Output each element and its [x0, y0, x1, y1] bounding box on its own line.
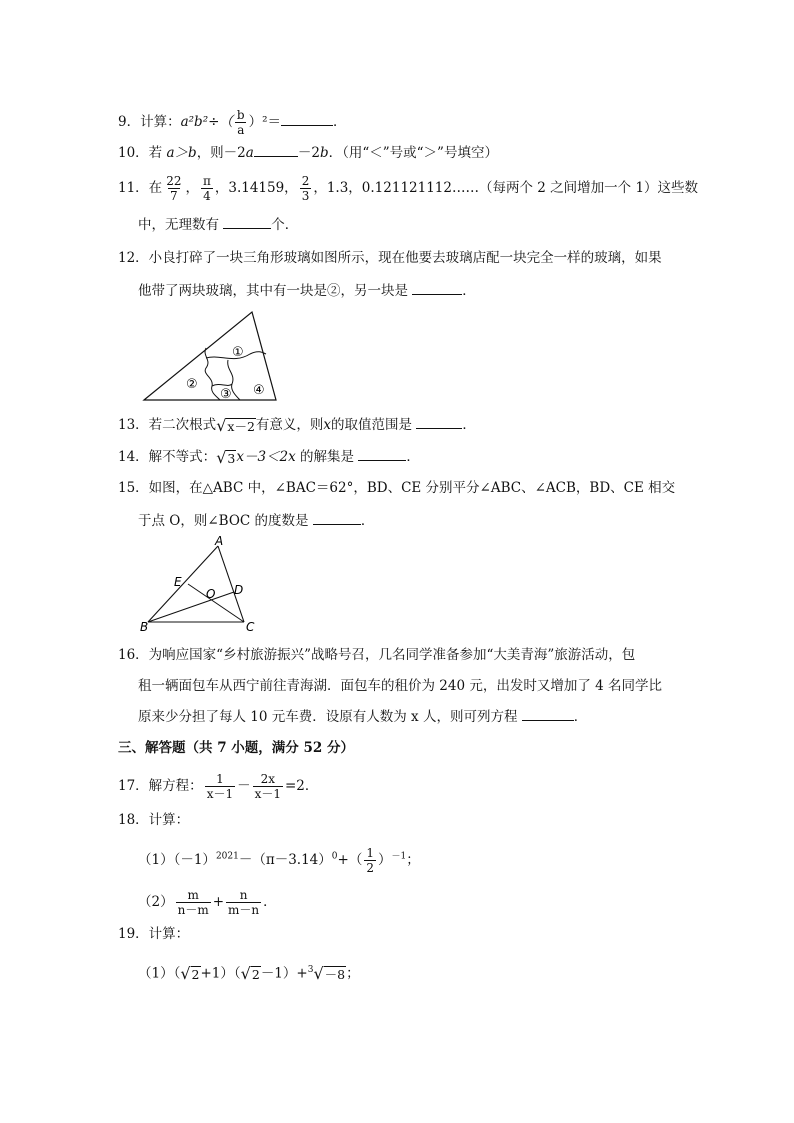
q11-answer-blank	[223, 214, 271, 229]
q14-suffix: 的解集是	[295, 449, 359, 465]
q19-p1-d: ；	[346, 965, 360, 982]
q11-f1-den: 7	[170, 189, 178, 203]
label-e: E	[174, 575, 182, 589]
q12-line1: 12．小良打碎了一块三角形玻璃如图所示，现在他要去玻璃店配一块完全一样的玻璃，如果	[118, 250, 662, 266]
q9-prefix: 9．计算：	[118, 114, 181, 130]
q9-num: b	[236, 108, 245, 122]
q11-f2-num: π	[202, 174, 211, 188]
label-b: B	[140, 620, 149, 634]
q19-sqrt-2	[241, 966, 261, 982]
q19-r1: 2	[191, 967, 200, 982]
question-14	[118, 446, 420, 467]
question-18-part2	[138, 888, 277, 917]
sqrt-icon: √	[240, 964, 251, 983]
question-17	[118, 772, 318, 801]
question-11-line2	[138, 214, 298, 235]
crack-line-4	[212, 384, 232, 386]
q18-p2-f1-num: m	[187, 888, 199, 902]
q15-line1: 15．如图，在△ABC 中，∠BAC＝62°，BD、CE 分别平分∠ABC、∠ACB，BD、CE 相交	[118, 480, 676, 496]
piece-label-2: ②	[186, 377, 198, 392]
crack-line-1	[205, 348, 220, 400]
q10-text-d: ．（用“＜”号或“＞”号填空）	[328, 145, 498, 161]
q11-f2-den: 4	[203, 189, 211, 203]
piece-label-1: ①	[232, 345, 244, 360]
q10-answer-blank	[254, 142, 298, 157]
q19-cube-root	[313, 966, 346, 982]
label-c: C	[246, 620, 255, 634]
q18-p2-f2-num: n	[239, 888, 248, 902]
q11-f3-num: 2	[301, 174, 310, 188]
q18-p1-c: +（	[337, 852, 363, 868]
q13-prefix: 13．若二次根式	[118, 417, 217, 433]
q17-f1-den: x－1	[206, 787, 234, 801]
q17-f2-num: 2x	[260, 772, 275, 786]
q14-end: ．	[406, 449, 420, 465]
q18-p1-e: ；	[406, 852, 420, 868]
q16-line2: 租一辆面包车从西宁前往青海湖．面包车的租价为 240 元，出发时又增加了 4 名同学比	[138, 678, 663, 694]
q13-sqrt	[216, 415, 256, 435]
question-19-title	[118, 924, 189, 944]
label-a: A	[215, 536, 224, 548]
q13-suffix: 的取值范围是	[331, 417, 417, 433]
question-12-line2	[138, 280, 476, 301]
q11-f3-den: 3	[301, 189, 310, 203]
sqrt-icon: √	[216, 415, 227, 435]
question-18-title	[118, 810, 189, 830]
q11-frac-2-3	[300, 174, 312, 203]
q19-p1-b: +1）（	[200, 965, 241, 982]
q19-p1-c: －1）+	[260, 965, 308, 982]
q19-r2: 2	[251, 967, 260, 982]
q17-frac-1	[205, 772, 235, 801]
q10-text-c: －2	[297, 145, 320, 161]
q18-p1-exp1: 2021	[215, 851, 239, 862]
q17-f2-den: x－1	[254, 787, 281, 801]
q18-p1-b: －（π－3.14）	[238, 852, 332, 868]
cube-root-icon: √	[313, 964, 324, 983]
q18-p2-label: （2）	[138, 894, 174, 910]
q10-text-a: 10．若	[118, 145, 167, 161]
q18-p1-d: ）	[377, 852, 392, 868]
question-15-line2	[138, 510, 374, 531]
q18-p2-plus: +	[212, 894, 225, 910]
q18-p2-end: ．	[263, 894, 277, 910]
q18-p1-num: 1	[366, 846, 374, 860]
side-ab	[148, 546, 218, 622]
q16-line3-a: 原来少分担了每人 10 元车费．设原有人数为 x 人，则可列方程	[138, 709, 522, 725]
label-o: O	[206, 587, 216, 601]
q17-frac-2	[253, 772, 283, 801]
question-12-line1	[118, 248, 662, 268]
q12-line2-a: 他带了两块玻璃，其中有一块是②，另一块是	[138, 283, 413, 299]
q19-cube-root-index: 3	[307, 965, 314, 975]
q19-p1-a: （	[173, 965, 181, 982]
q13-var: x	[323, 417, 332, 433]
q14-prefix: 14．解不等式：	[118, 449, 217, 465]
question-16-line2	[138, 676, 662, 696]
question-10	[118, 142, 498, 163]
q9-fraction	[235, 108, 247, 137]
q19-r3: －8	[324, 967, 346, 982]
q17-tail: =2．	[285, 778, 319, 794]
q18-p1-exp2: 0	[331, 851, 338, 862]
q11-f1-num: 22	[166, 174, 182, 188]
q18-p1-exp3: －1	[391, 851, 407, 862]
q12-line2-b: ．	[462, 283, 476, 299]
q18-p2-f1-den: n－m	[177, 903, 209, 917]
q15-line2-b: ．	[360, 513, 375, 529]
q11-line2-a: 中，无理数有	[138, 217, 224, 233]
question-19-part1	[138, 960, 360, 984]
q18-p2-f2-den: m－n	[228, 903, 260, 917]
q18-title: 18．计算：	[118, 812, 190, 828]
q18-p2-frac-2	[226, 888, 261, 917]
question-9	[118, 108, 347, 137]
q14-radicand: 3	[227, 450, 236, 466]
q11-tail: ，1.3，0.121121112……（每两个 2 之间增加一个 1）这些数	[313, 180, 699, 196]
q18-p1-den: 2	[366, 861, 374, 875]
sqrt-icon: √	[216, 447, 227, 467]
piece-label-3: ③	[220, 387, 232, 402]
label-d: D	[234, 583, 244, 597]
q16-line3-b: ．	[573, 709, 588, 725]
q10-var-a: a	[245, 145, 254, 161]
q17-f1-num: 1	[216, 772, 224, 786]
question-13	[118, 414, 476, 435]
q13-answer-blank	[416, 414, 462, 429]
q9-end: ．	[333, 114, 347, 130]
q18-p1-label: （1）	[138, 852, 174, 868]
question-11-line1: 11．在 $\frac{22}{7}$ ， $\frac{\pi}{4}$ ，3.14159， $\frac{2}{3}$ ，1.3，0.121121112……（每两个 2 之间增加一个 1）这些数	[118, 174, 699, 203]
q9-answer-blank	[281, 111, 333, 126]
q9-den: a	[237, 123, 245, 137]
question-16-line3	[138, 706, 587, 727]
q19-sqrt-1	[180, 966, 200, 982]
q9-expr: a²b²÷（	[180, 114, 233, 130]
q14-sqrt	[216, 447, 236, 467]
q11-line2-b: 个．	[271, 217, 299, 233]
piece-label-4: ④	[253, 383, 265, 398]
q18-p1-a: （－1）	[173, 852, 216, 868]
question-15-line1	[118, 478, 675, 498]
q12-answer-blank	[412, 280, 462, 295]
q9-suffix: ）²＝	[248, 114, 282, 130]
section-3-heading	[118, 738, 354, 758]
q14-rest: x－3＜2x	[236, 449, 296, 465]
q11-prefix: 11．在	[118, 180, 163, 196]
q10-cond: a＞b	[166, 145, 197, 161]
q15-answer-blank	[313, 510, 361, 525]
q16-line1: 16．为响应国家“乡村旅游振兴”战略号召，几名同学准备参加“大美青海”旅游活动，包	[118, 647, 636, 663]
q14-answer-blank	[358, 446, 406, 461]
question-16-line1	[118, 645, 635, 665]
section-3-title: 三、解答题（共 7 小题，满分 52 分）	[118, 740, 354, 756]
broken-triangle-figure	[140, 308, 280, 404]
q17-prefix: 17．解方程：	[118, 778, 203, 794]
q10-text-b: ，则－2	[196, 145, 246, 161]
q15-line2-a: 于点 O，则∠BOC 的度数是	[138, 513, 313, 529]
q19-title: 19．计算：	[118, 926, 190, 942]
q13-end: ．	[462, 417, 476, 433]
q18-p2-frac-1	[176, 888, 211, 917]
q11-frac-pi-4	[201, 174, 213, 203]
q18-p1-frac	[364, 846, 376, 875]
sqrt-icon: √	[180, 964, 191, 983]
triangle-abc-figure	[138, 536, 262, 634]
q17-minus: －	[237, 778, 251, 794]
question-18-part1	[138, 846, 420, 875]
q13-mid: 有意义，则	[255, 417, 324, 433]
q16-answer-blank	[522, 706, 574, 721]
q10-var-b: b	[319, 145, 329, 161]
q13-radicand: x－2	[227, 418, 255, 434]
q11-mid: ，3.14159，	[214, 180, 298, 196]
q11-frac-22-7	[164, 174, 183, 203]
q19-p1-label: （1）	[138, 965, 174, 982]
